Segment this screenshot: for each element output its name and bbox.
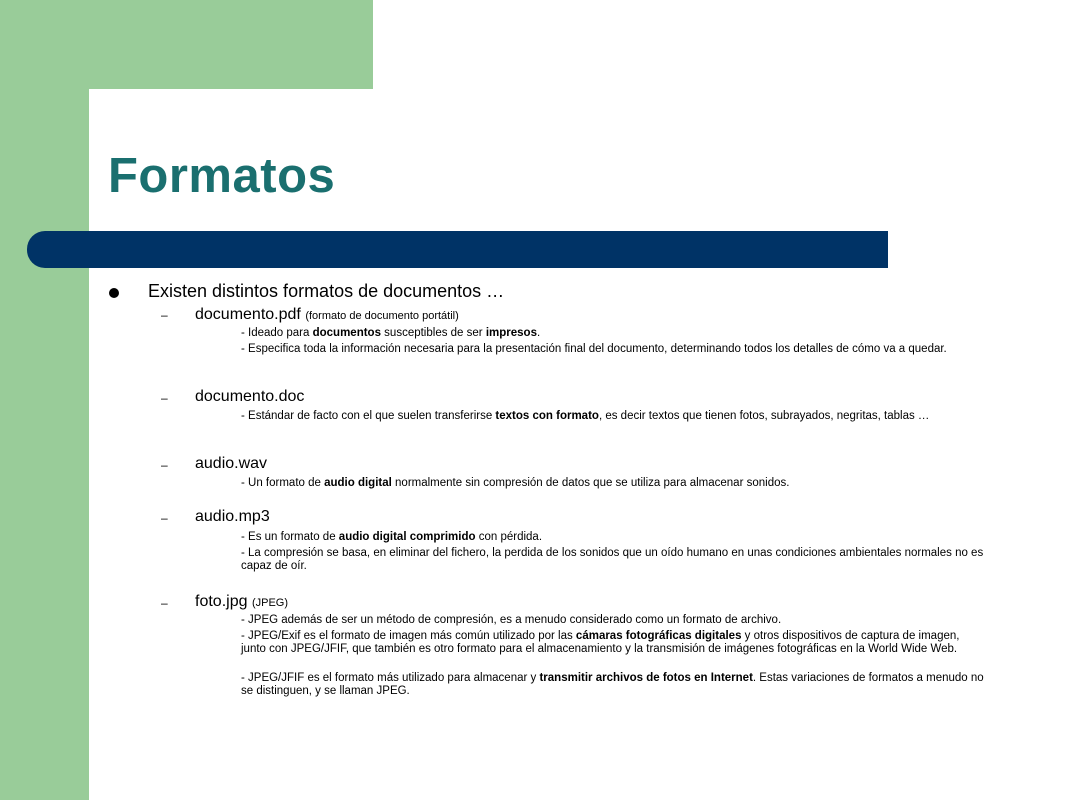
dash-icon: –: [161, 458, 168, 472]
format-name: audio.mp3: [195, 508, 270, 525]
dash-icon: –: [161, 596, 168, 610]
description-line: - JPEG/Exif es el formato de imagen más común utilizado por las cámaras fotográficas digitales y otros dispositivos de captura de imagen, junto con JPEG/JFIF, que también es otro formato para el almacenamiento y la transmisión de imágenes fotográficas en la World Wide Web.: [241, 630, 960, 655]
description-line: - La compresión se basa, en eliminar del fichero, la perdida de los sonidos que un oído humano en unas condiciones ambientales normales no es capaz de oír.: [241, 547, 984, 572]
format-name: foto.jpg: [195, 593, 248, 610]
format-note: (JPEG): [251, 597, 288, 609]
format-item-doc: [195, 388, 304, 406]
description-line: - Especifica toda la información necesaria para la presentación final del documento, determinando todos los detalles de cómo va a quedar.: [241, 343, 947, 355]
intro-bullet: Existen distintos formatos de documentos …: [148, 281, 505, 301]
dash-icon: –: [161, 391, 168, 405]
description-line: - JPEG/JFIF es el formato más utilizado para almacenar y transmitir archivos de fotos en Internet. Estas variaciones de formatos a menudo no se distinguen, y se llaman JPEG.: [241, 672, 984, 697]
format-item-mp3: [195, 508, 270, 526]
format-note: (formato de documento portátil): [305, 310, 459, 322]
bullet-dot-icon: [109, 288, 119, 298]
description-line: - Estándar de facto con el que suelen transferirse textos con formato, es decir textos que tienen fotos, subrayados, negritas, tablas …: [241, 410, 930, 422]
slide-title: Formatos: [108, 149, 336, 203]
dash-icon: –: [161, 308, 168, 322]
description-line: - Un formato de audio digital normalmente sin compresión de datos que se utiliza para almacenar sonidos.: [241, 477, 790, 489]
description-line: - Es un formato de audio digital comprimido con pérdida.: [241, 531, 543, 543]
description-line: - Ideado para documentos susceptibles de ser impresos.: [241, 327, 541, 339]
format-item-pdf: [195, 306, 459, 324]
format-name: audio.wav: [195, 455, 268, 472]
format-item-jpg: [195, 593, 288, 611]
format-item-wav: [195, 455, 267, 473]
dash-icon: –: [161, 511, 168, 525]
description-line: - JPEG además de ser un método de compresión, es a menudo considerado como un formato de archivo.: [241, 614, 782, 626]
format-name: documento.doc: [195, 388, 305, 405]
format-name: documento.pdf: [195, 306, 301, 323]
